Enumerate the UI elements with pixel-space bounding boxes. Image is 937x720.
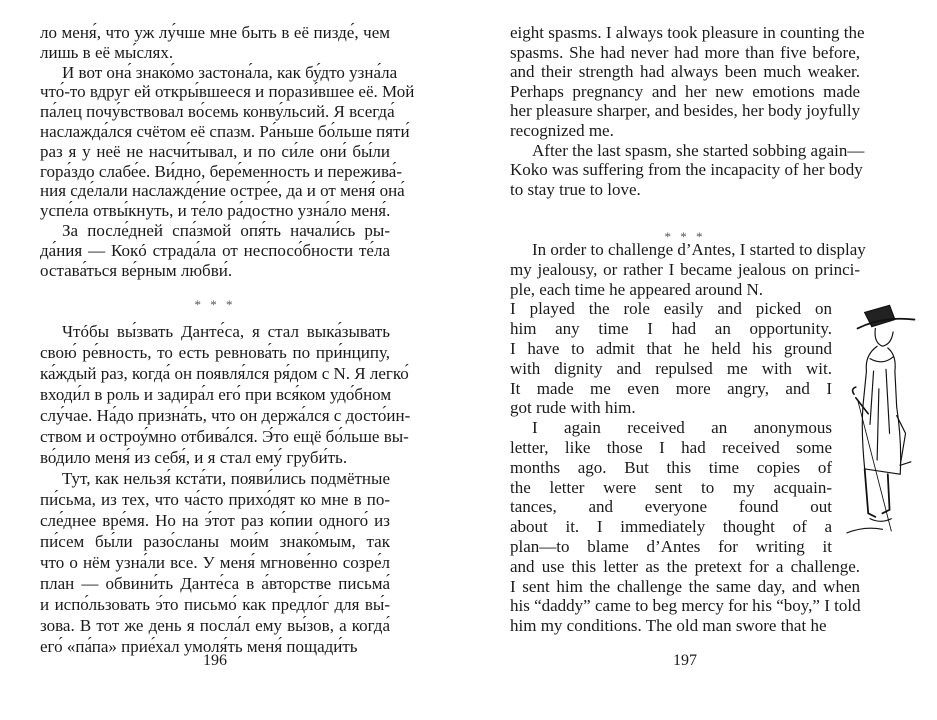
text-line: ло меня́, что уж лу́чше мне быть в её пизде́, чем xyxy=(40,23,390,42)
text-line: Тут, как нельзя́ кста́ти, появи́лись подмётные xyxy=(62,469,390,488)
text-line: его́ «па́па» прие́хал умоля́ть меня́ пощади́ть xyxy=(40,637,358,656)
text-line: I have to admit that he held his ground xyxy=(510,338,832,358)
text-line: Perhaps pregnancy and her new emotions made xyxy=(510,81,860,101)
text-line: with dignity and repulsed me with wit. xyxy=(510,358,832,378)
text-line: па́лец почу́вствовал во́семь конву́льсий. Я всегда́ xyxy=(40,102,395,122)
text-line: ния сде́лали наслажде́ние остре́е, да и от меня́ она́ xyxy=(40,181,405,201)
text-line: him my conditions. The old man swore that he xyxy=(510,616,827,636)
text-line: успе́ла отвы́кнуть, и те́ло ра́достно узна́ло меня́. xyxy=(40,201,391,221)
text-line: to stay true to love. xyxy=(510,179,641,199)
text-line: spasms. She had never had more than five before, xyxy=(510,42,860,62)
text-line: him any time I had an opportunity. xyxy=(510,319,832,339)
text-line: Чтóбы вы́звать Данте́са, я стал выка́зывать xyxy=(62,322,390,341)
text-line: In order to challenge d’Antes, I started to display xyxy=(532,240,866,259)
text-line: За после́дней спа́змой опя́ть начали́сь ры- xyxy=(62,220,390,240)
text-block xyxy=(40,23,415,280)
text-line: раз я у неё не насчи́тывал, и по си́ле они́ бы́ли xyxy=(40,141,390,161)
text-line: сле́днее вре́мя. Но на э́тот раз ко́пии одного́ из xyxy=(40,511,390,530)
text-line: пи́сьма, из тех, что ча́сто прихо́дят ко мне в по- xyxy=(40,490,390,509)
right-page xyxy=(468,0,937,720)
text-line: eight spasms. I always took pleasure in counting the xyxy=(510,23,865,42)
text-block xyxy=(510,240,866,636)
text-line: tances, and everyone found out xyxy=(510,497,832,517)
text-line: что о нём узна́ли все. У меня́ мгнове́нно созре́л xyxy=(40,553,390,572)
text-line: and use this letter as the pretext for a challenge. xyxy=(510,556,860,576)
text-line: about it. I immediately thought of a xyxy=(510,517,832,537)
text-line: И вот она́ знако́мо застона́ла, как бу́дто узна́ла xyxy=(62,62,398,82)
text-line: слу́чае. На́до призна́ть, что он держа́лся с досто́ин- xyxy=(40,406,411,425)
text-line: ple, each time he appeared around N. xyxy=(510,279,763,299)
text-line: plan—to blame d’Antes for writing it xyxy=(510,536,832,556)
text-line: the letter were sent to my acquain- xyxy=(510,477,832,497)
text-line: recognized me. xyxy=(510,120,614,140)
man-in-top-hat-illustration xyxy=(838,300,918,540)
text-line: I played the role easily and picked on xyxy=(510,299,832,319)
text-line: got rude with him. xyxy=(510,398,636,418)
text-line: Koko was suffering from the incapacity of her body xyxy=(510,160,863,180)
text-line: I again received an anonymous xyxy=(532,418,832,438)
text-line: и испо́льзовать э́то письмо́ как предло́г для вы́- xyxy=(40,595,390,614)
text-line: гора́здо слабе́е. Ви́дно, бере́менность и пережива́- xyxy=(40,161,402,181)
text-line: план — обвини́ть Данте́са в а́вторстве письма́ xyxy=(40,574,390,593)
text-line: свою́ ре́вность, то есть ревнова́ть по при́нципу, xyxy=(40,343,390,362)
section-separator: * * * xyxy=(194,297,236,312)
text-line: his “daddy” came to beg mercy for his “boy,” I told xyxy=(510,596,861,616)
text-line: во́дило меня́ из себя́, и я стал ему́ груби́ть. xyxy=(40,448,348,467)
text-line: months ago. But this time copies of xyxy=(510,457,832,477)
text-line: letter, like those I had received some xyxy=(510,437,832,457)
text-line: пи́сем бы́ли разо́сланы мои́м знако́мым, так xyxy=(40,532,390,551)
text-line: her pleasure sharper, and besides, her body joyfully xyxy=(510,101,861,121)
text-line: and their strength had always been much weaker. xyxy=(510,62,860,82)
text-line: It made me even more angry, and I xyxy=(510,378,832,398)
text-line: After the last spasm, she started sobbing again— xyxy=(532,140,865,160)
text-line: I sent him the challenge the same day, and when xyxy=(510,576,860,596)
text-line: наслажда́лся счётом её спазм. Ра́ньше бо́льше пяти́ xyxy=(40,121,410,141)
text-line: ка́ждый раз, когда́ он появля́лся ря́дом с N. Я легко́ xyxy=(40,364,409,383)
section-separator: * * * xyxy=(664,229,706,244)
text-block xyxy=(40,321,411,657)
text-line: что́-то вдруг ей откры́вшееся и порази́вшее её. Мой xyxy=(40,82,415,102)
text-line: ством и остроу́мно отбива́лся. Э́то ещё бо́льше вы- xyxy=(40,427,409,446)
text-line: остава́ться ве́рным любви́. xyxy=(40,260,233,280)
text-line: входи́л в роль и задира́л его́ при вся́ком удо́бном xyxy=(40,385,392,404)
text-line: зова. В тот же день я посла́л ему вы́зов, а когда́ xyxy=(40,616,390,635)
page-number: 196 xyxy=(203,652,227,669)
text-line: лишь в её мы́слях. xyxy=(40,42,174,62)
page-number: 197 xyxy=(673,652,697,669)
text-line: да́ния — Кокó страда́ла от неспосо́бности те́ла xyxy=(40,240,390,260)
text-line: my jealousy, or rather I became jealous on princi- xyxy=(510,259,860,279)
text-block xyxy=(510,23,865,199)
left-page xyxy=(0,0,468,720)
